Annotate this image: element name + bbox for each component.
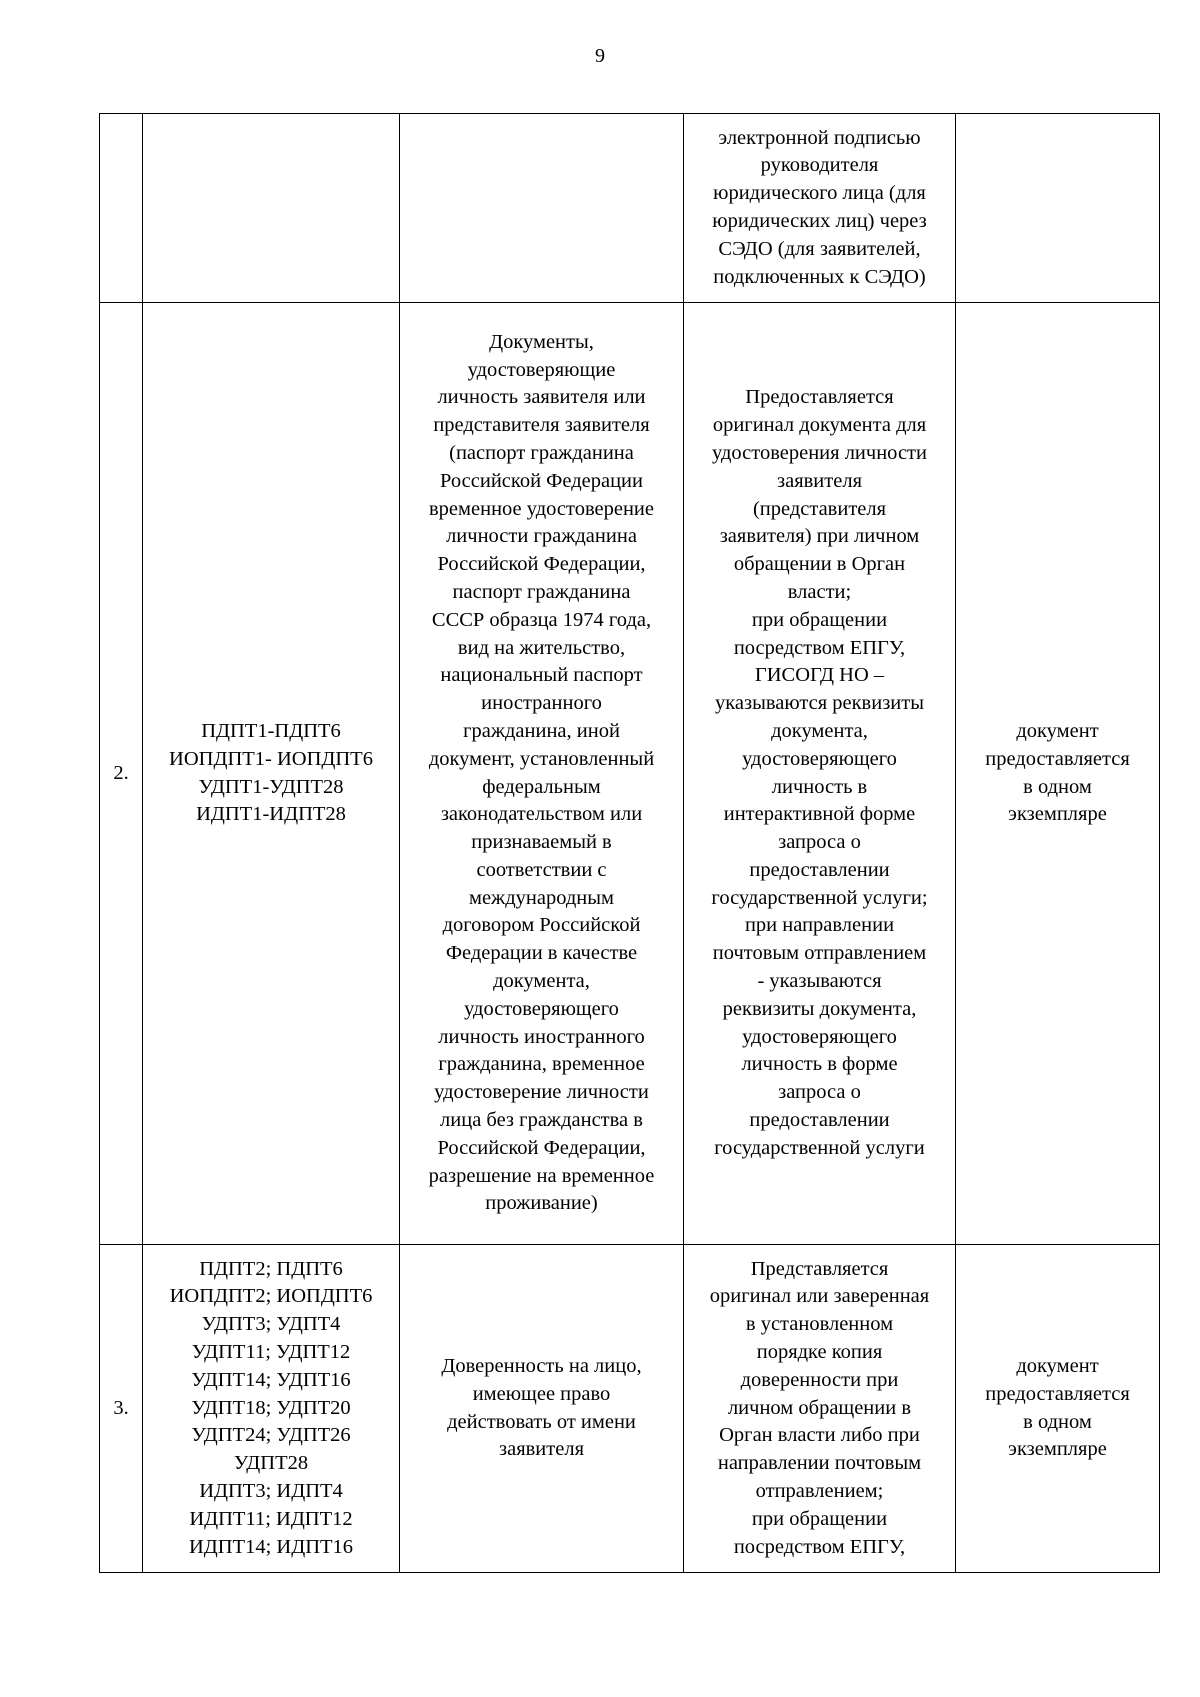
requirements-line: при направлении — [744, 914, 895, 937]
requirements-line: запроса о — [778, 831, 861, 854]
documents-cell — [400, 1245, 684, 1573]
documents-line: личность заявителя или — [437, 386, 646, 409]
code-line: ИДПТ1-ИДПТ28 — [196, 803, 346, 826]
requirements-cell — [684, 114, 956, 303]
documents-table — [99, 113, 1160, 1573]
requirements-line: СЭДО (для заявителей, — [718, 237, 921, 260]
documents-line: имеющее право — [472, 1382, 611, 1405]
codes-cell — [143, 114, 400, 303]
copies-cell — [956, 303, 1160, 1245]
code-line: ПДПТ1-ПДПТ6 — [201, 719, 341, 742]
documents-line: удостоверяющего — [464, 997, 619, 1020]
copies-cell — [956, 114, 1160, 303]
documents-line: гражданина, временное — [438, 1053, 645, 1076]
requirements-line: удостоверения личности — [712, 441, 927, 464]
row-number-cell: 3. — [100, 1245, 143, 1573]
requirements-line: при обращении — [751, 1507, 888, 1530]
requirements-line: запроса о — [778, 1081, 861, 1104]
code-line: УДПТ18; УДПТ20 — [191, 1396, 351, 1419]
requirements-line: Предоставляется — [745, 386, 894, 409]
copies-line: в одном — [1023, 1410, 1092, 1433]
requirements-line: посредством ЕПГУ, — [733, 1535, 906, 1558]
requirements-line: заявителя — [777, 469, 862, 492]
code-line: УДПТ24; УДПТ26 — [191, 1424, 351, 1447]
requirements-line: отправлением; — [755, 1479, 884, 1502]
requirements-line: (представителя — [752, 497, 887, 520]
code-line: УДПТ1-УДПТ28 — [198, 775, 344, 798]
documents-line: Российской Федерации, — [437, 553, 646, 576]
documents-line: международным — [468, 886, 615, 909]
code-line: ИДПТ14; ИДПТ16 — [188, 1535, 354, 1558]
requirements-line: личность в — [771, 775, 868, 798]
requirements-line: юридических лиц) через — [712, 210, 927, 232]
copies-line: экземпляре — [1008, 1438, 1107, 1461]
requirements-line: власти; — [787, 580, 852, 603]
documents-line: (паспорт гражданина — [449, 441, 634, 464]
copies-line: предоставляется — [985, 747, 1130, 770]
documents-line: временное удостоверение — [429, 497, 654, 520]
requirements-line: государственной услуги — [714, 1136, 925, 1159]
row-number-cell — [100, 114, 143, 303]
documents-line: соответствии с — [476, 858, 607, 881]
page-number: 9 — [595, 45, 605, 67]
table-row — [100, 114, 1160, 303]
documents-line: заявителя — [499, 1438, 584, 1461]
documents-line: Российской Федерации — [440, 469, 643, 492]
codes-cell — [143, 303, 400, 1245]
requirements-line: государственной услуги; — [711, 886, 928, 909]
code-line: ИДПТ11; ИДПТ12 — [189, 1507, 353, 1530]
code-line: УДПТ28 — [233, 1452, 309, 1475]
documents-line: Федерации в качестве — [445, 942, 638, 965]
code-line: ИДПТ3; ИДПТ4 — [199, 1479, 343, 1502]
documents-line: проживание) — [485, 1192, 598, 1215]
documents-cell — [400, 303, 684, 1245]
requirements-line: доверенности при — [740, 1368, 899, 1391]
requirements-line: подключенных к СЭДО) — [713, 265, 926, 288]
copies-line: документ — [1016, 1354, 1099, 1377]
code-line: УДПТ3; УДПТ4 — [201, 1313, 341, 1336]
requirements-line: в установленном — [745, 1313, 894, 1336]
documents-line: личность иностранного — [438, 1025, 645, 1048]
documents-line: Документы, — [489, 330, 594, 353]
documents-line: документа, — [493, 970, 590, 993]
requirements-line: заявителя) при личном — [719, 525, 920, 548]
requirements-line: удостоверяющего — [742, 1025, 897, 1048]
code-line: ПДПТ2; ПДПТ6 — [199, 1257, 343, 1280]
requirements-line: предоставлении — [749, 858, 890, 881]
table-row — [100, 303, 1160, 1245]
documents-line: вид на жительство, — [457, 636, 626, 659]
requirements-line: Представляется — [750, 1257, 889, 1280]
requirements-line: руководителя — [760, 154, 879, 177]
requirements-line: ГИСОГД НО – — [754, 664, 885, 687]
requirements-line: оригинал документа для — [712, 414, 927, 437]
code-line: УДПТ14; УДПТ16 — [191, 1368, 351, 1391]
documents-line: Российской Федерации, — [437, 1136, 646, 1159]
requirements-line: порядке копия — [756, 1341, 883, 1363]
requirements-line: указываются реквизиты — [714, 692, 925, 715]
requirements-line: юридического лица (для — [713, 182, 926, 205]
copies-line: предоставляется — [985, 1382, 1130, 1405]
copies-line: экземпляре — [1008, 803, 1107, 826]
code-line: ИОПДПТ1- ИОПДПТ6 — [169, 747, 373, 770]
documents-line: удостоверение личности — [434, 1081, 649, 1104]
documents-line: личности гражданина — [446, 525, 637, 548]
requirements-line: интерактивной форме — [723, 803, 916, 826]
documents-line: федеральным — [482, 775, 601, 798]
requirements-line: личность в форме — [741, 1053, 898, 1076]
requirements-line: направлении почтовым — [717, 1452, 922, 1475]
documents-line: Доверенность на лицо, — [441, 1354, 642, 1377]
requirements-cell — [684, 1245, 956, 1573]
requirements-line: документа, — [771, 719, 868, 742]
requirements-line: Орган власти либо при — [719, 1424, 920, 1447]
documents-line: документ, установленный — [428, 747, 655, 770]
documents-line: представителя заявителя — [433, 414, 650, 437]
requirements-cell — [684, 303, 956, 1245]
requirements-line: реквизиты документа, — [722, 997, 917, 1020]
documents-line: удостоверяющие — [467, 358, 616, 381]
code-line: ИОПДПТ2; ИОПДПТ6 — [169, 1285, 373, 1308]
copies-line: документ — [1016, 719, 1099, 742]
documents-line: СССР образца 1974 года, — [431, 608, 652, 631]
requirements-line: оригинал или заверенная — [709, 1285, 930, 1308]
documents-line: действовать от имени — [447, 1410, 636, 1433]
requirements-line: электронной подписью — [718, 126, 921, 149]
requirements-line: личном обращении в — [727, 1396, 912, 1419]
documents-line: национальный паспорт — [440, 664, 643, 687]
documents-line: паспорт гражданина — [452, 580, 631, 603]
table-row — [100, 1245, 1160, 1573]
documents-line: договором Российской — [442, 914, 641, 937]
documents-line: лица без гражданства в — [440, 1109, 643, 1132]
copies-cell — [956, 1245, 1160, 1573]
requirements-line: - указываются — [757, 970, 882, 993]
documents-line: гражданина, иной — [463, 719, 620, 742]
requirements-line: предоставлении — [749, 1109, 890, 1132]
documents-cell — [400, 114, 684, 303]
documents-line: разрешение на временное — [428, 1164, 655, 1187]
requirements-line: почтовым отправлением — [712, 942, 927, 965]
requirements-line: удостоверяющего — [742, 747, 897, 770]
documents-line: иностранного — [481, 692, 602, 715]
copies-line: в одном — [1023, 775, 1092, 798]
requirements-line: при обращении — [751, 608, 888, 631]
requirements-line: обращении в Орган — [733, 553, 906, 576]
documents-line: признаваемый в — [471, 831, 612, 854]
code-line: УДПТ11; УДПТ12 — [191, 1341, 351, 1363]
documents-line: законодательством или — [440, 803, 643, 826]
requirements-line: посредством ЕПГУ, — [733, 636, 906, 659]
codes-cell — [143, 1245, 400, 1573]
row-number-cell: 2. — [100, 303, 143, 1245]
